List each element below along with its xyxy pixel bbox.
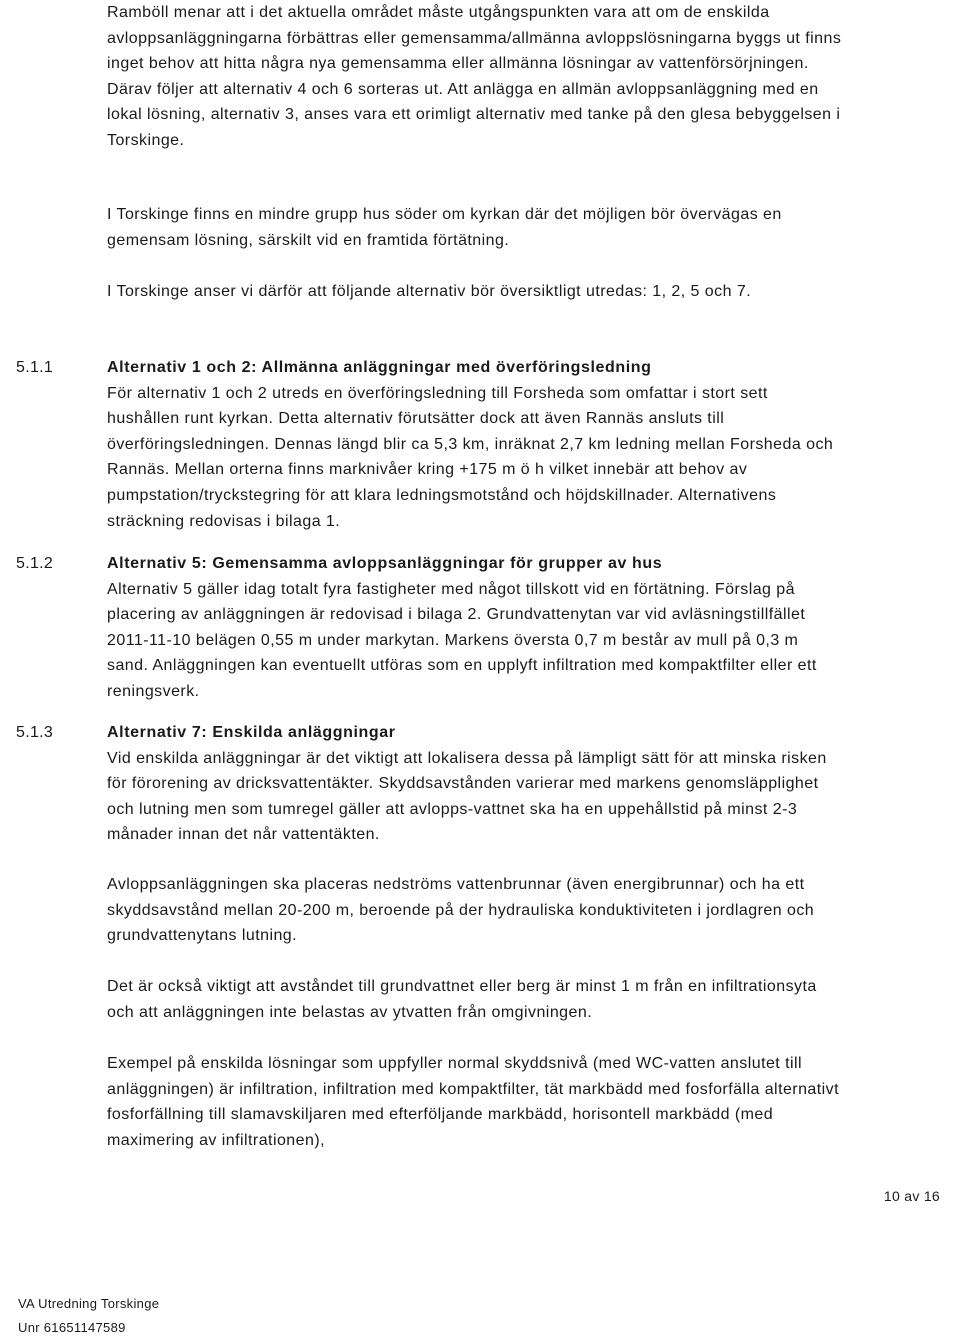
section-body: Vid enskilda anläggningar är det viktigt att lokalisera dessa på lämpligt sätt för att minska risken för förorening av dricksvattentäkter. Skyddsavstånden varierar med markens genomsläpplighet och lutning men som tumregel gäller att avlopps-vattnet ska ha en uppehållstid på minst 2-3 månader innan det når vattentäkten. xyxy=(107,749,827,844)
body-paragraph-3: Exempel på enskilda lösningar som uppfyller normal skyddsnivå (med WC-vatten anslutet till anläggningen) är infiltration, infiltration med kompaktfilter, tät markbädd med fosforfälla alternativt fosforfällning till slamavskiljaren med efterföljande markbädd, horisontell markbädd (med maximering av infiltrationen), xyxy=(107,1055,840,1149)
section-content xyxy=(107,720,842,848)
section-number: 5.1.2 xyxy=(16,555,54,572)
section-number: 5.1.3 xyxy=(16,724,54,741)
section-content xyxy=(107,551,842,705)
intro-paragraph-2: I Torskinge finns en mindre grupp hus söder om kyrkan där det möjligen bör övervägas en gemensam lösning, särskilt vid en framtida förtätning. xyxy=(107,206,782,249)
body-paragraph-2: Det är också viktigt att avståndet till grundvattnet eller berg är minst 1 m från en infiltrationsyta och att anläggningen inte belastas av ytvatten från omgivningen. xyxy=(107,978,817,1021)
section-body: Alternativ 5 gäller idag totalt fyra fastigheter med något tillskott vid en förtätning. Förslag på placering av anläggningen är redovisad i bilaga 2. Grundvattenytan var vid avläsningstillfället 2011-11-10 belägen 0,55 m under markytan. Markens översta 0,7 m består av mull på 0,3 m sand. Anläggningen kan eventuellt utföras som en upplyft infiltration med kompaktfilter eller ett reningsverk. xyxy=(107,580,817,700)
footer-doc-number: Unr 61651147589 xyxy=(18,1320,126,1335)
section-content xyxy=(107,355,842,534)
intro-paragraph-3: I Torskinge anser vi därför att följande alternativ bör översiktligt utredas: 1, 2, 5 och 7. xyxy=(107,283,752,300)
page-number: 10 av 16 xyxy=(883,1188,940,1204)
intro-paragraph-1: Ramböll menar att i det aktuella området måste utgångspunkten vara att om de enskilda avloppsanläggningarna förbättras eller gemensamma/allmänna avloppslösningarna byggs ut finns inget behov att hitta några nya gemensamma eller allmänna lösningar av vattenförsörjningen. Därav följer att alternativ 4 och 6 sorteras ut. Att anlägga en allmän avloppsanläggning med en lokal lösning, alternativ 3, anses vara ett orimligt alternativ med tanke på den glesa bebyggelsen i Torskinge. xyxy=(107,4,842,149)
section-number: 5.1.1 xyxy=(16,359,54,376)
section-title: Alternativ 1 och 2: Allmänna anläggningar med överföringsledning xyxy=(107,359,652,376)
section-title: Alternativ 5: Gemensamma avloppsanläggningar för grupper av hus xyxy=(107,555,663,572)
footer-doc-title: VA Utredning Torskinge xyxy=(18,1296,160,1311)
section-body: För alternativ 1 och 2 utreds en överföringsledning till Forsheda som omfattar i stort sett hushållen runt kyrkan. Detta alternativ förutsätter dock att även Rannäs ansluts till överföringsledningen. Dennas längd blir ca 5,3 km, inräknat 2,7 km ledning mellan Forsheda och Rannäs. Mellan orterna finns marknivåer kring +175 m ö h vilket innebär att behov av pumpstation/tryckstegring för att klara ledningsmotstånd och höjdskillnader. Alternativens sträckning redovisas i bilaga 1. xyxy=(107,384,834,530)
section-title: Alternativ 7: Enskilda anläggningar xyxy=(107,724,396,741)
body-paragraph-1: Avloppsanläggningen ska placeras nedströms vattenbrunnar (även energibrunnar) och ha ett skyddsavstånd mellan 20-200 m, beroende på der hydrauliska konduktiviteten i jordlagren och grundvattenytans lutning. xyxy=(107,876,815,945)
